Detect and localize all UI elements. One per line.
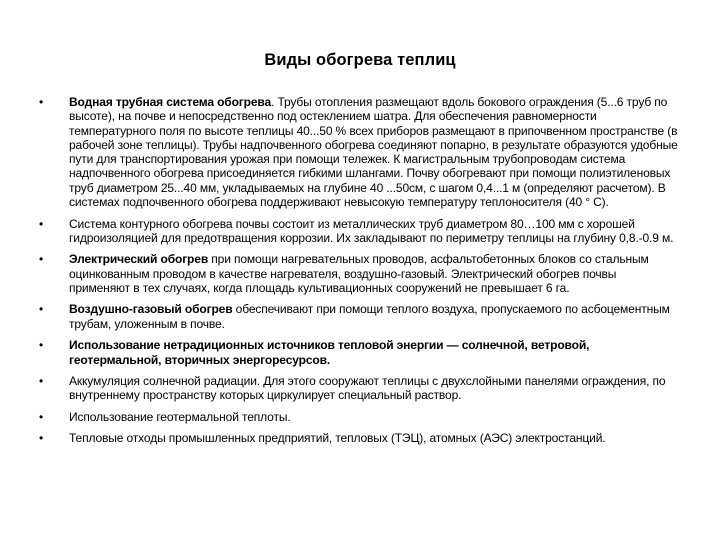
bullet-marker: • xyxy=(39,302,44,317)
bullet-text: Аккумуляция солнечной радиации. Для этого сооружают теплицы с двухслойными панелями ограждения, по внутреннему пространству которых циркулирует специальный раствор. xyxy=(69,373,666,403)
bullet-marker: • xyxy=(39,409,44,424)
bullet-item xyxy=(39,338,679,367)
bullet-text: Тепловые отходы промышленных предприятий, тепловых (ТЭЦ), атомных (АЭС) электростанций. xyxy=(69,431,606,446)
bullet-item xyxy=(39,252,679,295)
bullet-bold-text: Водная трубная система обогрева xyxy=(69,95,272,109)
bullet-marker: • xyxy=(39,216,44,231)
slide-title: Виды обогрева теплиц xyxy=(264,51,456,69)
bullet-marker: • xyxy=(39,431,44,446)
bullet-bold-text: Использование нетрадиционных источников тепловой энергии — солнечной, ветровой, геотермальной, вторичных энергоресурсов. xyxy=(69,338,590,367)
bullet-marker: • xyxy=(39,252,44,267)
bullet-item xyxy=(39,217,679,246)
bullet-item xyxy=(39,410,679,424)
bullet-text: Использование геотермальной теплоты. xyxy=(69,409,291,424)
bullet-text: обеспечивают при помощи теплого воздуха, пропускаемого по асбоцементным трубам, уложенным в почве. xyxy=(69,302,670,331)
bullet-text: Система контурного обогрева почвы состоит из металлических труб диаметром 80…100 мм с хорошей гидроизоляцией для предотвращения коррозии. Их закладывают по периметру теплицы на глубину 0,8.-0.9 м. xyxy=(69,216,674,245)
bullet-marker: • xyxy=(39,373,44,388)
bullet-text: . Трубы отопления размещают вдоль бокового ограждения (5...6 труб по высоте), на почве и непосредственно под остеклением шатра. Для обеспечения равномерности температурного поля по высоте теплицы 40...50 % всех приборов размещают в припочвенном пространстве (в рабочей зоне теплицы). Трубы надпочвенного обогрева соединяют попарно, в результате образуются удобные пути для транспортирования урожая при помощи тележек. К магистральным трубопроводам система надпочвенного обогрева присоединяется гибкими шлангами. Почву обогревают при помощи полиэтиленовых труб диаметром 25...40 мм, укладываемых на глубине 40 ...50см, с шагом 0,4...1 м (определяют расчетом). В системах подпочвенного обогрева поддерживают невысокую температуру теплоносителя (40 ° С). xyxy=(69,95,678,210)
bullet-item xyxy=(39,374,679,403)
bullet-item xyxy=(39,431,679,445)
bullet-item xyxy=(39,95,679,209)
bullet-bold-text: Электрический обогрев xyxy=(69,252,209,267)
bullet-marker: • xyxy=(39,338,44,353)
bullet-bold-text: Воздушно-газовый обогрев xyxy=(69,302,233,317)
bullet-list xyxy=(39,95,679,453)
bullet-item xyxy=(39,302,679,331)
bullet-text: при помощи нагревательных проводов, асфальтобетонных блоков со стальным оцинкованным проводом в качестве нагревателя, воздушно-газовый. Электрический обогрев почвы применяют в тех случаях, когда площадь культивационных сооружений не превышает 6 га. xyxy=(69,252,649,295)
bullet-marker: • xyxy=(39,95,44,109)
